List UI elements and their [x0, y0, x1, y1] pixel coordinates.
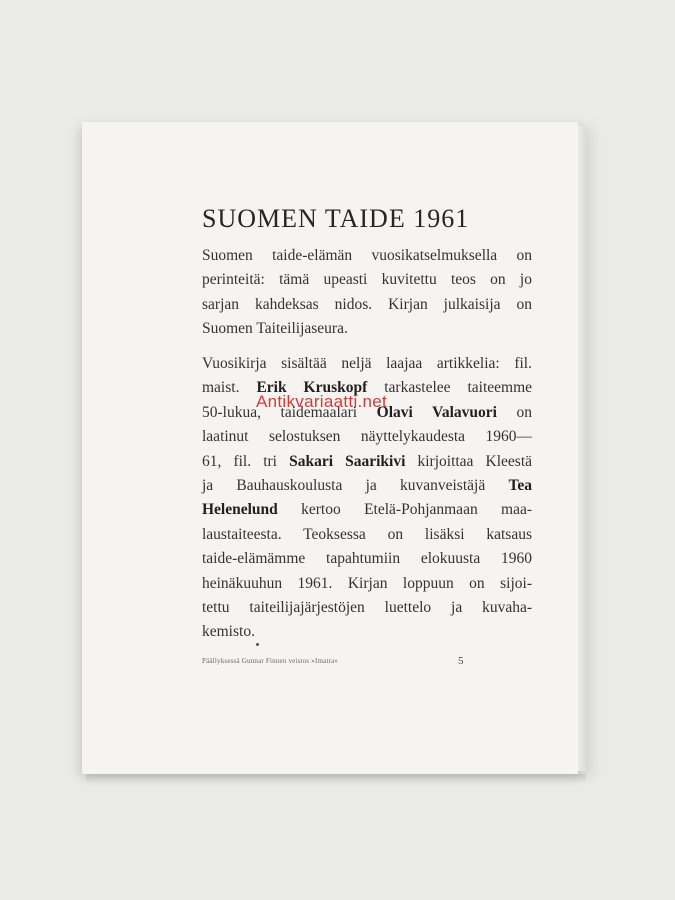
dot-mark — [256, 643, 259, 646]
text-segment: 50-lukua, taidemaalari — [202, 403, 358, 421]
cover-credit: Päällyksessä Gunnar Finnen veistos »Imatra» — [202, 657, 339, 665]
book-bottom-shadow — [86, 774, 586, 784]
text-segment: on — [516, 403, 533, 421]
text-line: kemisto. — [202, 623, 255, 641]
author-name: Helenelund — [202, 501, 278, 519]
text-segment: maist. — [202, 379, 240, 397]
page-number: 5 — [458, 655, 464, 667]
text-line — [202, 474, 532, 498]
text-line: perinteitä: tämä upeasti kuvitettu teos on jo — [202, 271, 532, 289]
intro-paragraph — [202, 244, 532, 342]
watermark: Antikvariaatti.net — [256, 392, 388, 411]
text-line: sarjan kahdeksas nidos. Kirjan julkaisija on — [202, 295, 532, 313]
author-name: Erik Kruskopf — [256, 379, 368, 397]
text-line: Vuosikirja sisältää neljä laajaa artikkelia: fil. — [202, 355, 532, 372]
text-line — [202, 450, 532, 474]
text-segment: kirjoittaa Kleestä — [417, 452, 533, 470]
book-title: SUOMEN TAIDE 1961 — [202, 204, 470, 233]
author-name: Tea — [508, 477, 533, 495]
author-name: Sakari Saarikivi — [289, 452, 406, 470]
author-name: Olavi Valavuori — [376, 403, 497, 421]
text-line — [202, 498, 532, 522]
text-segment: ja Bauhauskoulusta ja kuvanveistäjä — [202, 477, 486, 495]
text-segment: tarkastelee taiteemme — [384, 379, 533, 397]
text-segment: 61, fil. tri — [202, 452, 277, 470]
text-segment: kertoo Etelä-Pohjanmaan maa- — [301, 501, 533, 519]
text-line: heinäkuuhun 1961. Kirjan loppuun on sijoi- — [202, 574, 532, 592]
text-line: laustaiteesta. Teoksessa on lisäksi katsaus — [202, 525, 532, 543]
text-line: taide-elämämme tapahtumiin elokuusta 1960 — [202, 550, 532, 568]
text-line: Suomen Taiteilijaseura. — [202, 320, 348, 338]
book-page-edge — [578, 126, 586, 771]
text-line: laatinut selostuksen näyttelykaudesta 1960— — [202, 428, 532, 446]
text-line: tettu taiteilijajärjestöjen luettelo ja kuvaha- — [202, 599, 532, 617]
text-line: Suomen taide-elämän vuosikatselmuksella on — [202, 247, 532, 264]
